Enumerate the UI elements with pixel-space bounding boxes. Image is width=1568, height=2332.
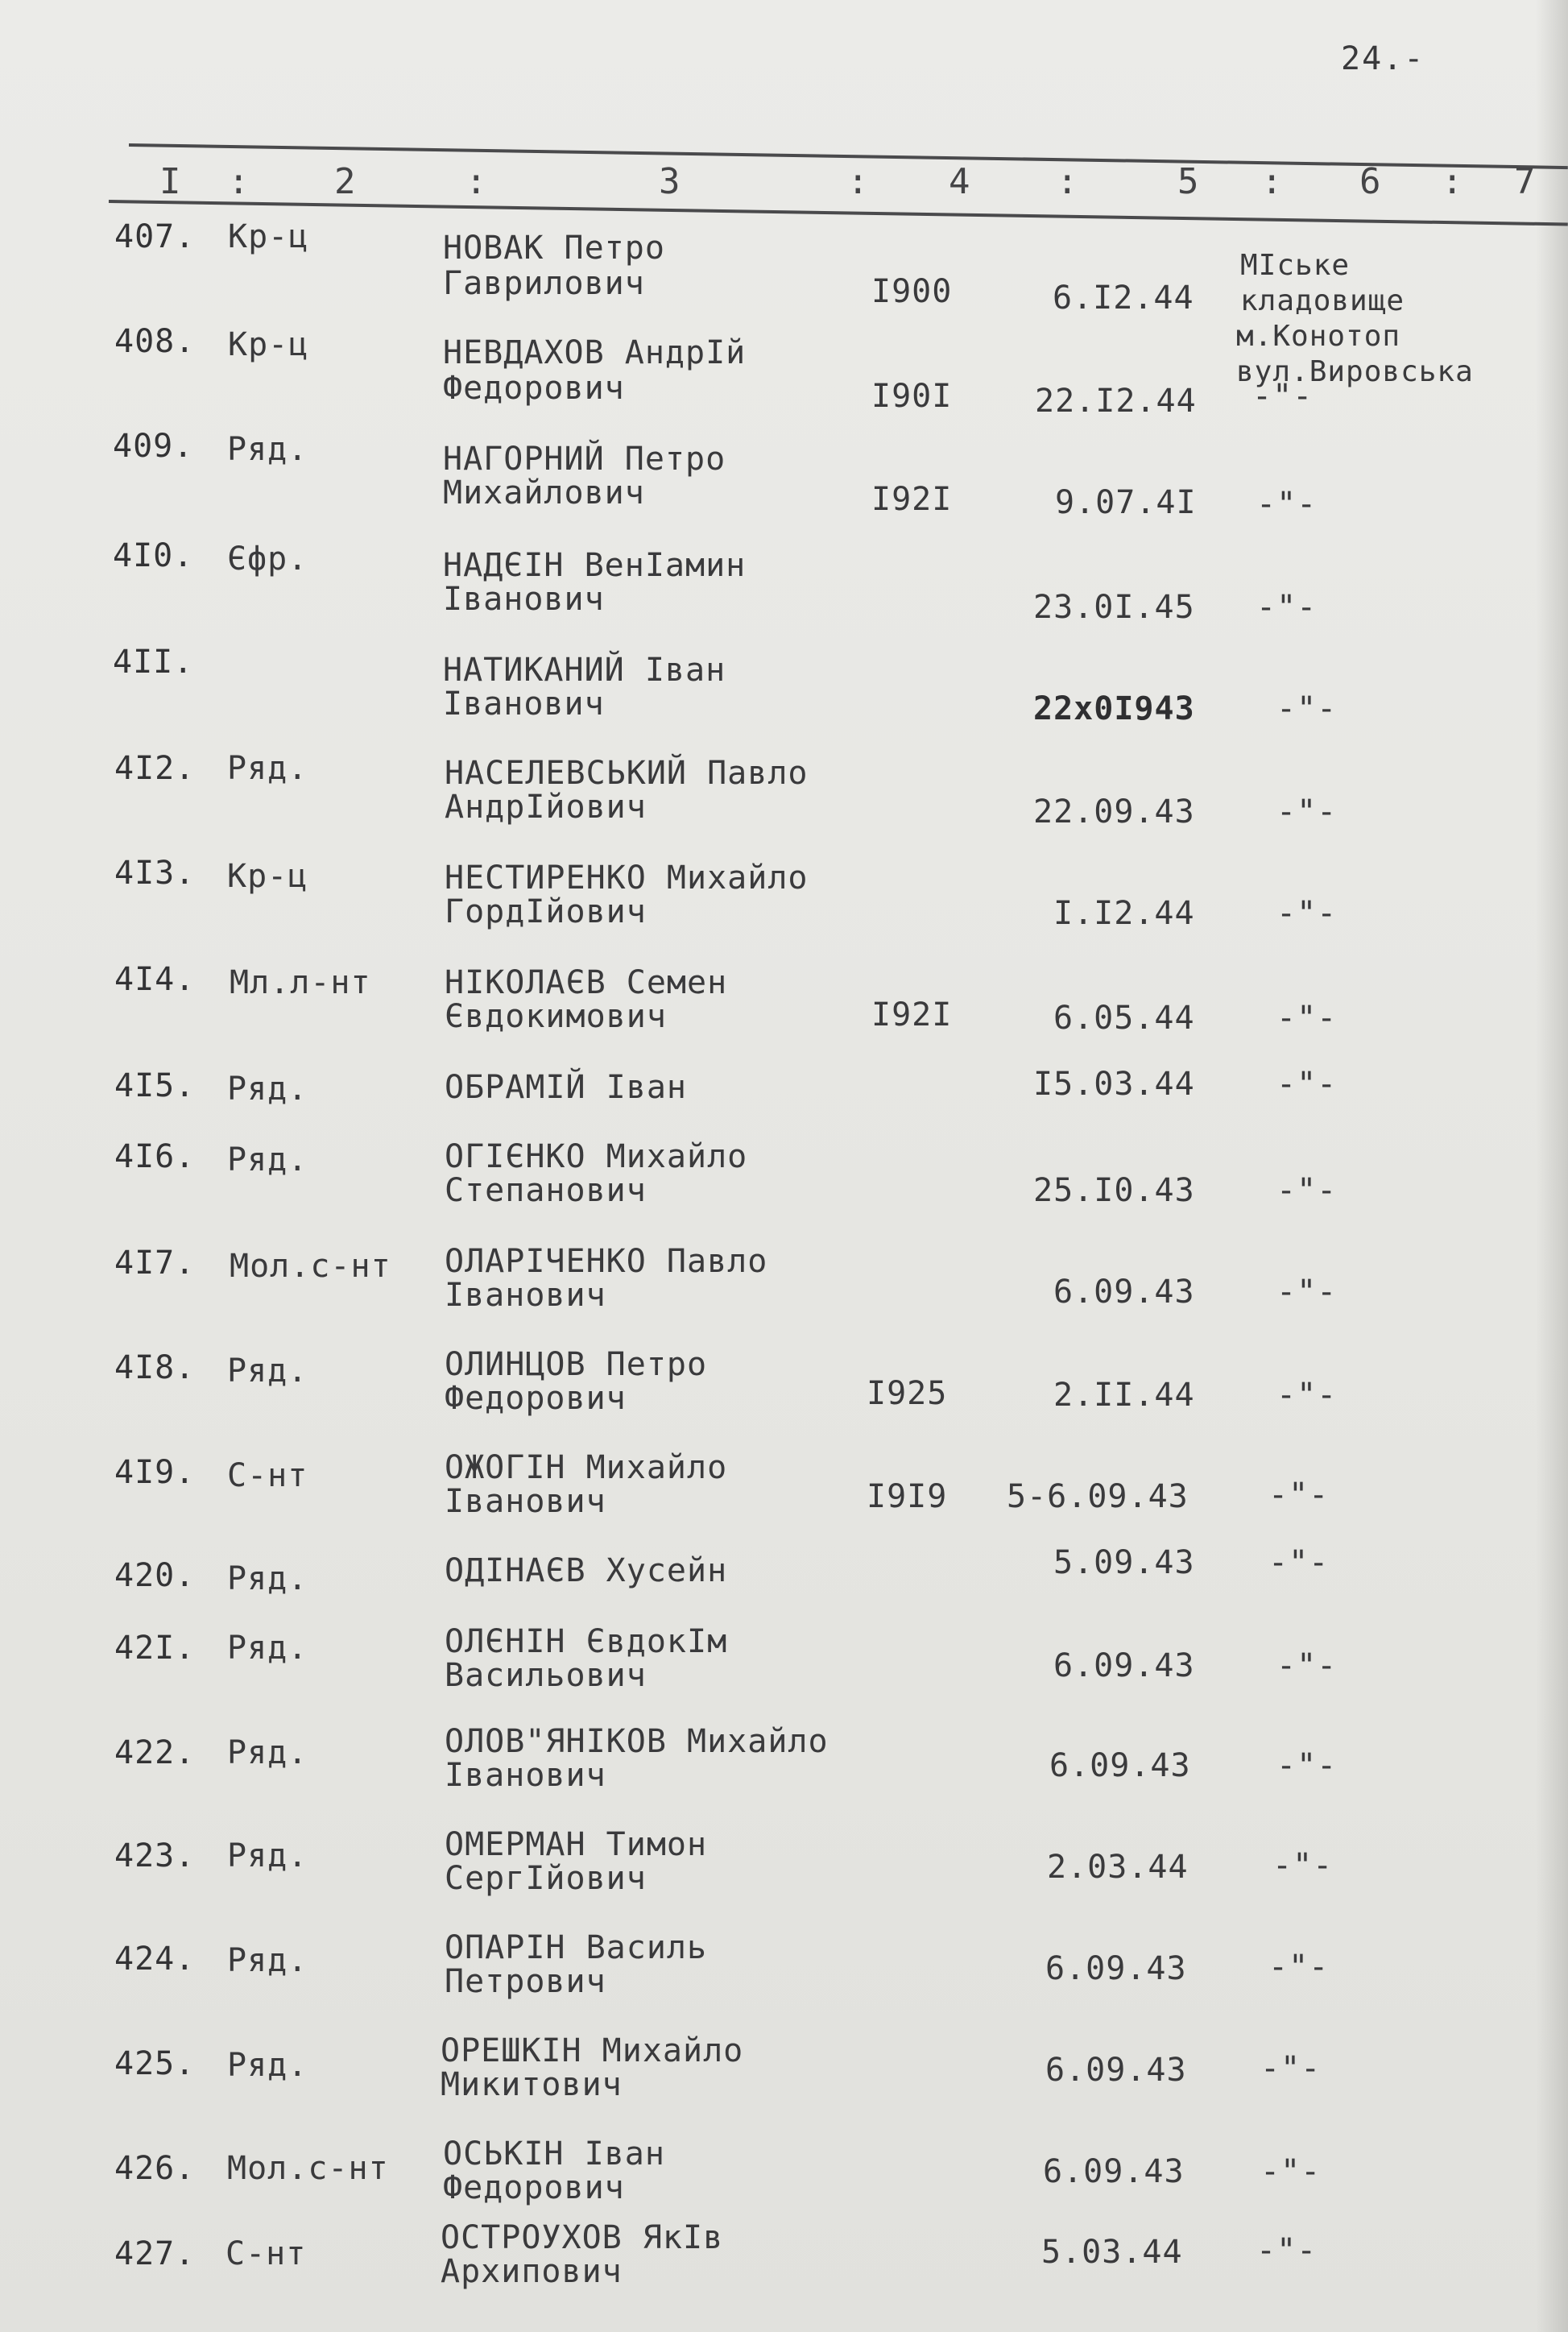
patronymic: Михайлович xyxy=(443,474,645,512)
rank: Мол.с-нт xyxy=(230,1248,391,1285)
surname-name: НАГОРНИЙ Петро xyxy=(443,441,726,478)
burial-place-line: м.Конотоп xyxy=(1236,320,1401,353)
ditto-mark: -"- xyxy=(1276,1377,1338,1414)
death-date: 5.09.43 xyxy=(1053,1544,1195,1581)
ditto-mark: -"- xyxy=(1276,793,1338,830)
row-number: 4I0. xyxy=(113,537,194,574)
patronymic: Петрович xyxy=(445,1963,606,2000)
patronymic: Микитович xyxy=(441,2066,623,2103)
rank: Ряд. xyxy=(227,1352,308,1390)
ditto-mark: -"- xyxy=(1276,1066,1338,1103)
death-date: 25.I0.43 xyxy=(1033,1172,1195,1209)
death-date: 2.03.44 xyxy=(1047,1849,1189,1886)
death-date: 9.07.4I xyxy=(1055,484,1197,521)
row-number: 426. xyxy=(114,2150,196,2187)
row-number: 4I5. xyxy=(114,1067,196,1104)
burial-place-line: вул.Вировська xyxy=(1236,355,1474,388)
surname-name: ОЛАРІЧЕНКО Павло xyxy=(445,1243,768,1280)
column-separator: : xyxy=(465,161,487,202)
patronymic: Федорович xyxy=(443,370,625,407)
row-number: 407. xyxy=(114,218,196,255)
rank: Ряд. xyxy=(227,1942,308,1979)
row-number: 4I9. xyxy=(114,1454,196,1491)
surname-name: ОРЕШКІН Михайло xyxy=(441,2032,744,2069)
column-separator: : xyxy=(1442,161,1463,202)
surname-name: ОДІНАЄВ Хусейн xyxy=(445,1552,728,1589)
surname-name: НАДЄІН ВенІамин xyxy=(443,547,747,584)
ditto-mark: -"- xyxy=(1276,1274,1338,1311)
row-number: 424. xyxy=(114,1941,196,1978)
patronymic: Гаврилович xyxy=(443,265,645,302)
column-separator: : xyxy=(228,161,250,202)
patronymic: Степанович xyxy=(445,1172,647,1209)
birth-year: I900 xyxy=(871,273,953,310)
ditto-mark: -"- xyxy=(1252,378,1314,415)
rank: Кр-ц xyxy=(227,858,308,895)
column-header-3: 3 xyxy=(659,161,681,202)
rank: Ряд. xyxy=(227,1560,308,1597)
row-number: 4II. xyxy=(113,644,194,681)
column-header-6: 6 xyxy=(1359,161,1381,202)
table-header-rule xyxy=(109,200,1568,226)
rank: Мол.с-нт xyxy=(227,2150,389,2187)
row-number: 420. xyxy=(114,1557,196,1594)
rank: С-нт xyxy=(225,2235,307,2272)
death-date: 6.09.43 xyxy=(1043,2153,1185,2190)
column-separator: : xyxy=(1057,161,1078,202)
surname-name: ОЛОВ"ЯНІКОВ Михайло xyxy=(445,1723,829,1760)
ditto-mark: -"- xyxy=(1260,2153,1322,2190)
birth-year: I90I xyxy=(871,378,953,415)
row-number: 4I3. xyxy=(114,855,196,892)
ditto-mark: -"- xyxy=(1276,1747,1338,1784)
death-date: 6.09.43 xyxy=(1053,1647,1195,1684)
birth-year: I92I xyxy=(871,481,953,518)
ditto-mark: -"- xyxy=(1256,486,1318,523)
ditto-mark: -"- xyxy=(1276,690,1338,727)
death-date: 23.0I.45 xyxy=(1033,589,1195,626)
row-number: 408. xyxy=(114,323,196,360)
surname-name: НАТИКАНИЙ Іван xyxy=(443,652,726,689)
surname-name: ОМЕРМАН Тимон xyxy=(445,1826,708,1863)
rank: Ряд. xyxy=(227,1141,308,1178)
death-date: 5.03.44 xyxy=(1041,2234,1183,2271)
death-date: 6.09.43 xyxy=(1045,2052,1187,2089)
rank: Мл.л-нт xyxy=(230,964,371,1001)
surname-name: ОСЬКІН Іван xyxy=(443,2135,665,2173)
rank: Ряд. xyxy=(227,431,308,468)
surname-name: ОГІЄНКО Михайло xyxy=(445,1138,748,1175)
rank: Ряд. xyxy=(227,750,308,787)
patronymic: СергІйович xyxy=(445,1860,647,1897)
column-header-2: 2 xyxy=(334,161,356,202)
surname-name: ОПАРІН Василь xyxy=(445,1929,708,1966)
column-separator: : xyxy=(1261,161,1283,202)
rank: Ряд. xyxy=(227,1071,308,1108)
patronymic: Іванович xyxy=(445,1483,606,1520)
rank: Ряд. xyxy=(227,1837,308,1874)
death-date: 22.I2.44 xyxy=(1035,383,1197,420)
surname-name: НЕСТИРЕНКО Михайло xyxy=(445,859,809,897)
rank: С-нт xyxy=(227,1457,308,1494)
surname-name: НІКОЛАЄВ Семен xyxy=(445,964,728,1001)
surname-name: НАСЕЛЕВСЬКИЙ Павло xyxy=(445,755,809,792)
death-date: 6.09.43 xyxy=(1045,1950,1187,1987)
row-number: 4I6. xyxy=(114,1138,196,1175)
surname-name: ОЛИНЦОВ Петро xyxy=(445,1346,708,1383)
surname-name: НОВАК Петро xyxy=(443,230,665,267)
ditto-mark: -"- xyxy=(1276,1000,1338,1037)
rank: Ряд. xyxy=(227,1630,308,1667)
column-separator: : xyxy=(847,161,869,202)
birth-year: I9I9 xyxy=(867,1478,948,1515)
surname-name: ОЛЄНІН ЄвдокІм xyxy=(445,1623,728,1660)
patronymic: Іванович xyxy=(443,581,605,618)
death-date: 6.09.43 xyxy=(1053,1274,1195,1311)
burial-place-line: МІське xyxy=(1240,249,1351,282)
surname-name: ОБРАМІЙ Іван xyxy=(445,1069,687,1106)
ditto-mark: -"- xyxy=(1260,2050,1322,2087)
death-date: 22x0I943 xyxy=(1033,690,1195,727)
ditto-mark: -"- xyxy=(1268,1477,1330,1514)
column-header-7: 7 xyxy=(1514,161,1536,202)
patronymic: Іванович xyxy=(445,1757,606,1794)
page-number: 24.- xyxy=(1341,40,1425,77)
birth-year: I92I xyxy=(871,996,953,1033)
surname-name: ОЖОГІН Михайло xyxy=(445,1449,728,1486)
death-date: 6.09.43 xyxy=(1049,1747,1191,1784)
surname-name: НЕВДАХОВ АндрІй xyxy=(443,334,747,371)
rank: Ряд. xyxy=(227,2047,308,2084)
rank: Кр-ц xyxy=(228,326,309,363)
ditto-mark: -"- xyxy=(1272,1847,1334,1884)
ditto-mark: -"- xyxy=(1276,1172,1338,1209)
death-date: I.I2.44 xyxy=(1053,895,1195,932)
patronymic: Іванович xyxy=(443,686,605,723)
patronymic: Васильович xyxy=(445,1657,647,1694)
death-date: 22.09.43 xyxy=(1033,793,1195,830)
rank: Ряд. xyxy=(227,1734,308,1771)
patronymic: Іванович xyxy=(445,1277,606,1314)
ditto-mark: -"- xyxy=(1276,895,1338,932)
ditto-mark: -"- xyxy=(1256,2232,1318,2269)
patronymic: Євдокимович xyxy=(445,998,667,1035)
ditto-mark: -"- xyxy=(1256,589,1318,626)
rank: Єфр. xyxy=(227,541,308,578)
row-number: 423. xyxy=(114,1837,196,1874)
death-date: I5.03.44 xyxy=(1033,1066,1195,1103)
row-number: 427. xyxy=(114,2235,196,2272)
patronymic: ГордІйович xyxy=(445,893,647,930)
row-number: 4I2. xyxy=(114,750,196,787)
surname-name: ОСТРОУХОВ ЯкІв xyxy=(441,2219,724,2256)
page-edge-shadow xyxy=(1536,0,1568,2332)
death-date: 2.II.44 xyxy=(1053,1377,1195,1414)
rank: Кр-ц xyxy=(228,218,309,255)
column-header-4: 4 xyxy=(949,161,970,202)
row-number: 4I4. xyxy=(114,961,196,998)
death-date: 6.05.44 xyxy=(1053,1000,1195,1037)
patronymic: АндрІйович xyxy=(445,789,647,826)
burial-place-line: кладовище xyxy=(1240,284,1405,317)
row-number: 425. xyxy=(114,2045,196,2082)
patronymic: Федорович xyxy=(443,2169,625,2206)
death-date: 6.I2.44 xyxy=(1053,280,1194,317)
row-number: 4I8. xyxy=(114,1349,196,1386)
row-number: 4I7. xyxy=(114,1245,196,1282)
death-date: 5-6.09.43 xyxy=(1007,1478,1189,1515)
row-number: 422. xyxy=(114,1734,196,1771)
patronymic: Архипович xyxy=(441,2253,623,2290)
patronymic: Федорович xyxy=(445,1380,627,1417)
ditto-mark: -"- xyxy=(1276,1647,1338,1684)
column-header-5: 5 xyxy=(1177,161,1199,202)
ditto-mark: -"- xyxy=(1268,1544,1330,1581)
ditto-mark: -"- xyxy=(1268,1949,1330,1986)
birth-year: I925 xyxy=(867,1375,948,1412)
row-number: 409. xyxy=(113,428,194,465)
column-header-1: I xyxy=(159,161,181,202)
row-number: 42I. xyxy=(114,1630,196,1667)
